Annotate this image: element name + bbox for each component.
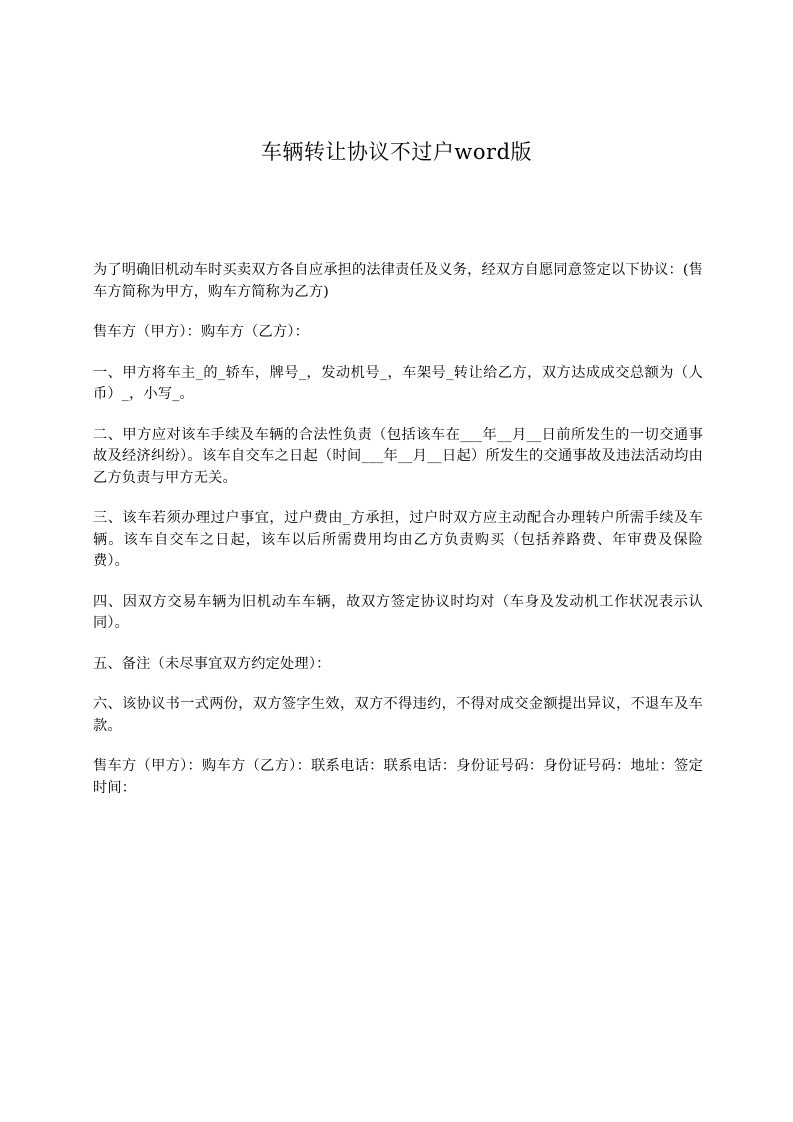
clause-5: 五、备注（未尽事宜双方约定处理）：	[93, 655, 331, 672]
parties-line: 售车方（甲方）：购车方（乙方）：	[93, 324, 310, 340]
clause-3: 三、该车若须办理过户事宜，过户费由_方承担，过户时双方应主动配合办理转户所需手续及车辆。该车自交车之日起，该车以后所需费用均由乙方负责购买（包括养路费、年审费及保险费）。	[93, 510, 703, 569]
document-body	[93, 260, 703, 818]
clause-1: 一、甲方将车主_的_轿车，牌号_，发动机号_，车架号_转让给乙方，双方达成成交总额为（人币）_，小写_。	[93, 364, 703, 402]
document-title: 车辆转让协议不过户word版	[260, 140, 533, 164]
clause-2: 二、甲方应对该车手续及车辆的合法性负责（包括该车在___年__月__日前所发生的一切交通事故及经济纠纷）。该车自交车之日起（时间___年__月__日起）所发生的交通事故及违法活动均由乙方负责与甲方无关。	[93, 426, 703, 486]
clause-6: 六、该协议书一式两份，双方签字生效，双方不得违约，不得对成交金额提出异议，不退车及车款。	[93, 696, 703, 734]
intro-paragraph: 为了明确旧机动车时买卖双方各自应承担的法律责任及义务，经双方自愿同意签定以下协议：(售车方简称为甲方，购车方简称为乙方)	[93, 262, 704, 300]
clause-4: 四、因双方交易车辆为旧机动车车辆，故双方签定协议时均对（车身及发动机工作状况表示认同）。	[93, 593, 703, 631]
signature-block: 售车方（甲方）：购车方（乙方）：联系电话：联系电话：身份证号码：身份证号码：地址：签定时间：	[93, 758, 703, 796]
